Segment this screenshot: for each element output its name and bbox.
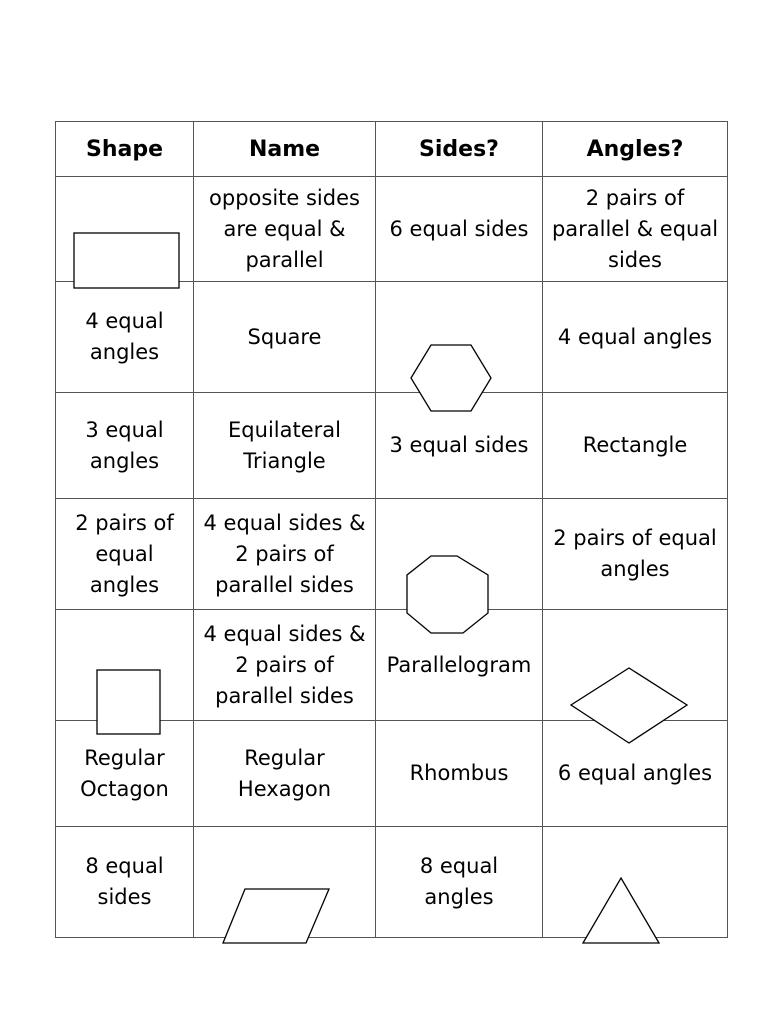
table-cell xyxy=(56,282,194,393)
parallelogram-icon xyxy=(194,827,376,938)
cell-text: 8 equal angles xyxy=(419,854,499,909)
table-row xyxy=(56,721,728,827)
cell-text: 2 pairs of equal angles xyxy=(75,510,174,597)
table-cell xyxy=(194,610,376,721)
table-cell xyxy=(194,393,376,499)
table-cell xyxy=(56,393,194,499)
matching-worksheet xyxy=(55,121,727,939)
table-cell xyxy=(543,827,728,938)
cell-text: 4 equal angles xyxy=(85,309,164,364)
table-cell xyxy=(194,827,376,938)
table-cell xyxy=(543,177,728,282)
header-angles: Angles? xyxy=(543,122,728,177)
table-cell xyxy=(543,393,728,499)
table-cell xyxy=(56,177,194,282)
table-row xyxy=(56,610,728,721)
cell-text: 4 equal sides & 2 pairs of parallel sides xyxy=(203,621,366,708)
cell-text: opposite sides are equal & parallel xyxy=(209,185,360,272)
cell-text: Rectangle xyxy=(582,433,688,457)
table-cell xyxy=(194,177,376,282)
header-shape: Shape xyxy=(56,122,194,177)
cell-text: 4 equal sides & 2 pairs of parallel sides xyxy=(203,510,366,597)
cell-text: 4 equal angles xyxy=(557,324,713,349)
table-cell xyxy=(376,393,543,499)
cell-text: Equilateral Triangle xyxy=(228,417,341,473)
cell-text: 8 equal sides xyxy=(85,854,164,909)
table-cell xyxy=(56,499,194,610)
table-cell xyxy=(376,827,543,938)
table-cell xyxy=(543,721,728,827)
table-cell xyxy=(56,721,194,827)
cell-text: 6 equal sides xyxy=(389,216,529,241)
table-row xyxy=(56,177,728,282)
header-name: Name xyxy=(194,122,376,177)
table-cell xyxy=(56,610,194,721)
square-icon xyxy=(56,610,194,721)
table-row xyxy=(56,827,728,938)
table-row xyxy=(56,393,728,499)
table-row xyxy=(56,282,728,393)
cell-text: 2 pairs of equal angles xyxy=(553,526,717,581)
table-cell xyxy=(376,721,543,827)
table-cell xyxy=(376,610,543,721)
hexagon-icon xyxy=(376,282,543,393)
table-cell xyxy=(194,499,376,610)
table-cell xyxy=(376,177,543,282)
table-cell xyxy=(543,610,728,721)
table-cell xyxy=(194,721,376,827)
header-row xyxy=(56,122,728,177)
table-cell xyxy=(543,499,728,610)
table-cell xyxy=(376,282,543,393)
table-cell xyxy=(194,282,376,393)
triangle-icon xyxy=(543,827,728,938)
cell-text: 3 equal angles xyxy=(85,417,164,473)
rectangle-icon xyxy=(56,177,194,282)
cell-text: Square xyxy=(247,324,322,349)
octagon-icon xyxy=(376,499,543,610)
rhombus-icon xyxy=(543,610,728,721)
cell-text: Regular Octagon xyxy=(80,745,169,801)
cell-text: 2 pairs of parallel & equal sides xyxy=(551,185,719,272)
table-row xyxy=(56,499,728,610)
table-cell xyxy=(376,499,543,610)
cell-text: Rhombus xyxy=(409,761,509,785)
header-sides: Sides? xyxy=(376,122,543,177)
cell-text: 6 equal angles xyxy=(557,761,713,785)
shape-properties-table xyxy=(55,121,728,938)
cell-text: Regular Hexagon xyxy=(237,745,332,801)
cell-text: Parallelogram xyxy=(386,652,532,677)
table-cell xyxy=(543,282,728,393)
cell-text: 3 equal sides xyxy=(389,433,529,457)
table-cell xyxy=(56,827,194,938)
